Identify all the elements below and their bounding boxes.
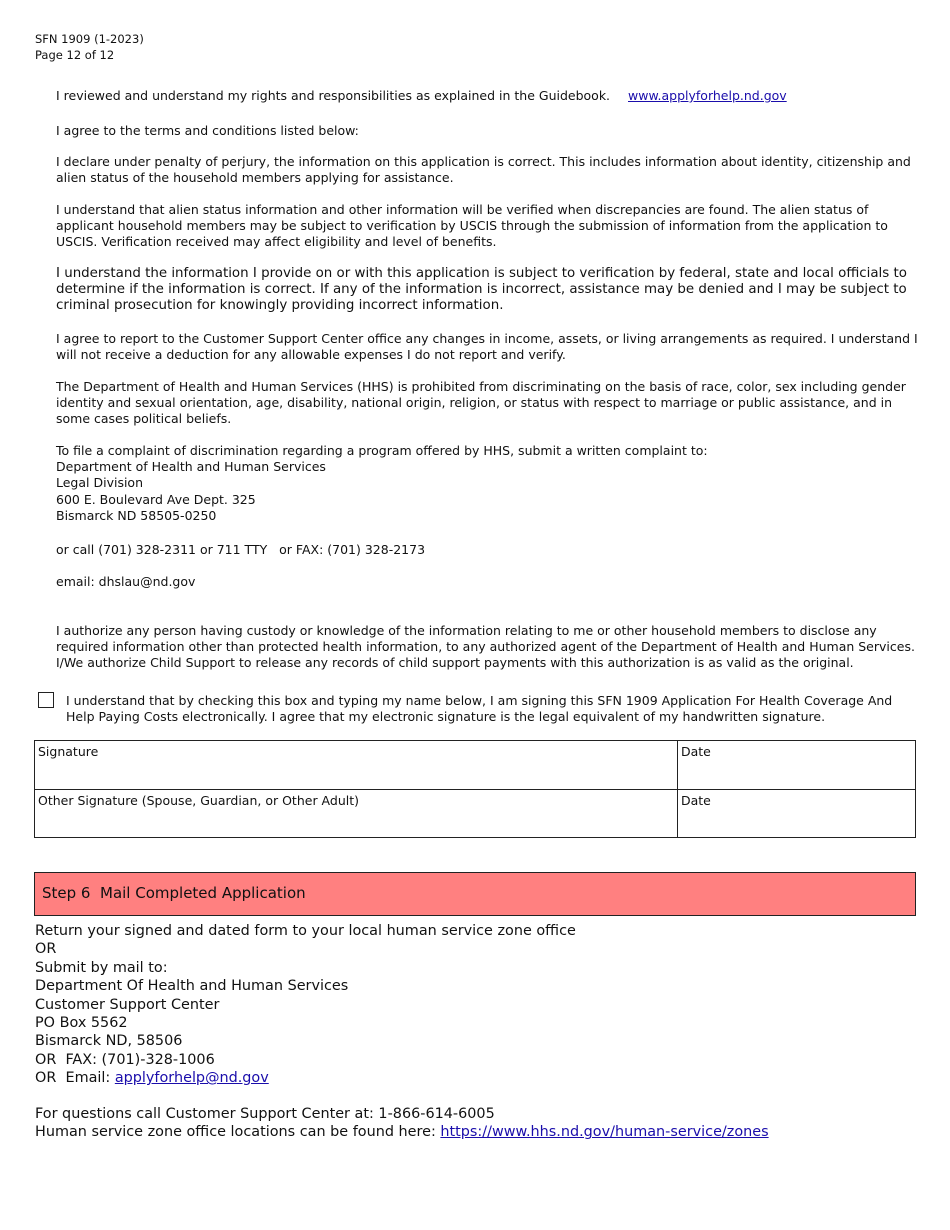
email-prefix: OR Email: xyxy=(35,1070,115,1087)
paragraph-line: Help Paying Costs electronically. I agree that my electronic signature is the legal equivalent of my handwritten signature. xyxy=(66,709,826,725)
paragraph-line: I understand that alien status information and other information will be verified when discrepancies are found. The alien status of xyxy=(56,202,869,217)
zones-link[interactable]: https://www.hhs.nd.gov/human-service/zones xyxy=(440,1124,769,1141)
paragraph-line: will not receive a deduction for any allowable expenses I do not report and verify. xyxy=(56,347,566,363)
other-signature-row xyxy=(35,790,915,838)
guidebook-link[interactable]: www.applyforhelp.nd.gov xyxy=(628,88,787,103)
mail-line: Department Of Health and Human Services xyxy=(35,978,349,995)
complaint-email: email: dhslau@nd.gov xyxy=(56,574,196,589)
paragraph-line: criminal prosecution for knowingly providing incorrect information. xyxy=(56,298,504,314)
rights-statement xyxy=(56,88,906,104)
mail-line: PO Box 5562 xyxy=(35,1015,128,1032)
complaint-phone: or call (701) 328-2311 or 711 TTY or FAX: (701) 328-2173 xyxy=(56,542,426,557)
mail-email-line xyxy=(35,1069,576,1087)
mail-line: Customer Support Center xyxy=(35,996,220,1013)
step6-header xyxy=(34,872,916,916)
paragraph-line: USCIS. Verification received may affect eligibility and level of benefits. xyxy=(56,234,497,250)
paragraph-line: I/We authorize Child Support to release any records of child support payments with this authorization is as valid as the original. xyxy=(56,655,854,671)
signature-label: Signature xyxy=(38,744,99,759)
questions-line: For questions call Customer Support Center at: 1-866-614-6005 xyxy=(35,1106,495,1122)
paragraph-line: applicant household members may be subject to verification by USCIS through the submission of information from the application to xyxy=(56,218,888,234)
esignature-statement xyxy=(66,693,916,725)
paragraph-line: alien status of the household members applying for assistance. xyxy=(56,170,454,186)
form-id: SFN 1909 (1-2023) xyxy=(35,32,144,46)
signature-row xyxy=(35,741,915,790)
rights-text: I reviewed and understand my rights and responsibilities as explained in the Guidebook. xyxy=(56,88,611,103)
other-signature-label: Other Signature (Spouse, Guardian, or Other Adult) xyxy=(38,793,359,808)
paragraph-line: required information other than protected health information, to any authorized agent of the Department of Health and Human Services. xyxy=(56,639,915,655)
agree-intro: I agree to the terms and conditions listed below: xyxy=(56,123,359,138)
applyforhelp-email-link[interactable]: applyforhelp@nd.gov xyxy=(114,1070,269,1087)
report-changes-paragraph xyxy=(56,331,918,363)
mail-instructions xyxy=(35,922,576,1088)
zones-prefix: Human service zone office locations can be found here: xyxy=(35,1124,441,1141)
alien-status-paragraph xyxy=(56,202,906,251)
other-signature-field[interactable] xyxy=(35,790,678,838)
contact-info xyxy=(35,1105,769,1142)
paragraph-line: some cases political beliefs. xyxy=(56,411,232,427)
signature-field[interactable] xyxy=(35,741,678,789)
complaint-dept: Department of Health and Human Services xyxy=(56,459,326,475)
perjury-paragraph xyxy=(56,154,911,186)
verification-paragraph xyxy=(56,266,908,315)
paragraph-line: I understand the information I provide on or with this application is subject to verification by federal, state and local officials to xyxy=(56,266,907,281)
authorization-paragraph xyxy=(56,623,915,672)
date-label: Date xyxy=(681,793,711,808)
complaint-address xyxy=(56,443,906,524)
date-label: Date xyxy=(681,744,711,759)
paragraph-line: The Department of Health and Human Services (HHS) is prohibited from discriminating on the basis of race, color, sex including gender xyxy=(56,379,906,394)
other-signature-date-field[interactable] xyxy=(678,790,914,838)
mail-line: OR xyxy=(35,941,57,958)
signature-table xyxy=(34,740,916,838)
nondiscrimination-paragraph xyxy=(56,379,906,428)
step6-title: Step 6 Mail Completed Application xyxy=(42,884,306,902)
zones-line xyxy=(35,1123,769,1141)
paragraph-line: I declare under penalty of perjury, the information on this application is correct. This includes information about identity, citizenship and xyxy=(56,154,911,169)
mail-line: OR FAX: (701)-328-1006 xyxy=(35,1051,215,1068)
esignature-checkbox[interactable] xyxy=(38,692,54,708)
complaint-city: Bismarck ND 58505-0250 xyxy=(56,507,217,523)
mail-line: Submit by mail to: xyxy=(35,959,168,976)
page-number: Page 12 of 12 xyxy=(35,48,115,62)
paragraph-line: I agree to report to the Customer Support Center office any changes in income, assets, or living arrangements as required. I understand I xyxy=(56,331,918,346)
complaint-division: Legal Division xyxy=(56,475,143,491)
signature-date-field[interactable] xyxy=(678,741,914,789)
paragraph-line: I authorize any person having custody or knowledge of the information relating to me or other household members to disclose any xyxy=(56,623,877,638)
complaint-intro: To file a complaint of discrimination regarding a program offered by HHS, submit a written complaint to: xyxy=(56,443,708,458)
paragraph-line: I understand that by checking this box and typing my name below, I am signing this SFN 1909 Application For Health Coverage And xyxy=(66,693,893,708)
complaint-street: 600 E. Boulevard Ave Dept. 325 xyxy=(56,491,256,507)
mail-line: Bismarck ND, 58506 xyxy=(35,1033,183,1050)
paragraph-line: identity and sexual orientation, age, disability, national origin, religion, or status with respect to marriage or public assistance, and in xyxy=(56,395,893,411)
paragraph-line: determine if the information is correct. If any of the information is incorrect, assistance may be denied and I may be subject to xyxy=(56,282,907,298)
mail-line: Return your signed and dated form to your local human service zone office xyxy=(35,923,576,939)
